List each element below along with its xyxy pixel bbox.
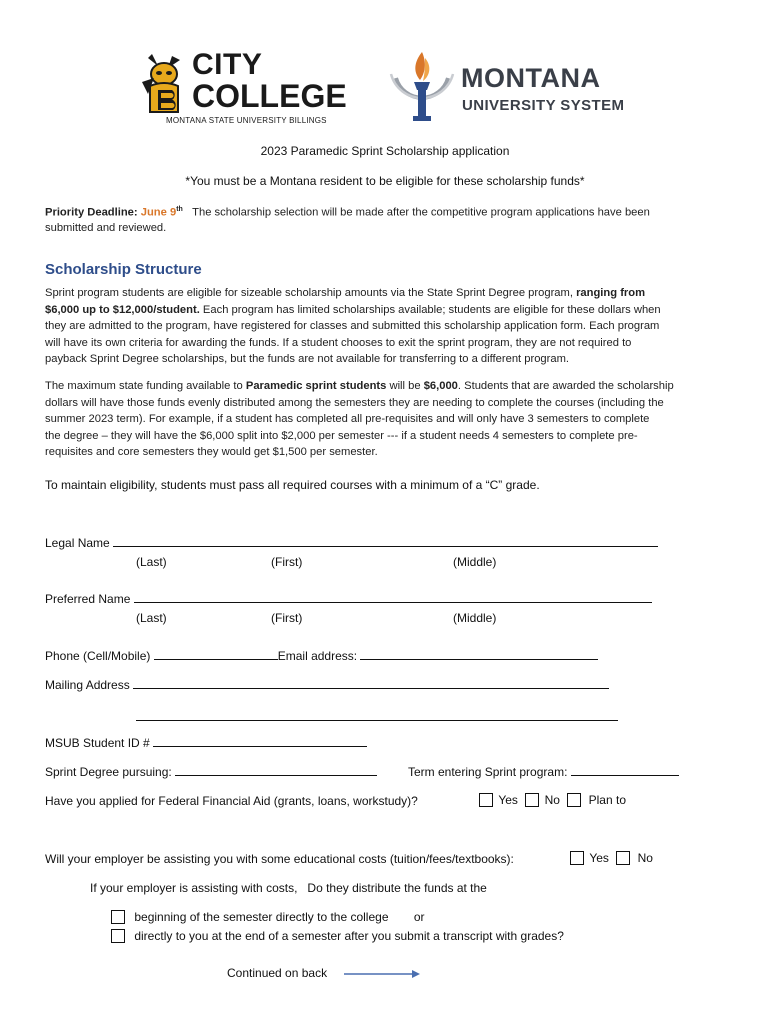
paragraph-line: dollars will have those funds evenly distributed among the semesters they are needing to complete the courses (including the: [45, 396, 664, 409]
eligibility-text: To maintain eligibility, students must pass all required courses with a minimum of a “C” grade.: [45, 478, 540, 492]
legal-name-field[interactable]: [113, 536, 658, 547]
term-field[interactable]: [571, 765, 679, 776]
preferred-name-label: Preferred Name: [45, 592, 131, 606]
deadline-date-suffix: th: [176, 206, 183, 213]
sprint-degree-field[interactable]: [175, 765, 377, 776]
sprint-degree-row: [45, 765, 377, 779]
deadline-text: The scholarship selection will be made after the competitive program applications have been: [192, 206, 650, 219]
distribution-option-1: [111, 910, 425, 924]
paragraph-line: The maximum state funding available to Paramedic sprint students will be $6,000. Students that are awarded the scholarship: [45, 380, 674, 392]
phone-field[interactable]: [154, 649, 278, 660]
fafsa-yes-label: Yes: [498, 793, 518, 807]
paragraph-line: Sprint program students are eligible for sizeable scholarship amounts via the State Sprint Degree program, ranging from: [45, 287, 646, 299]
fafsa-no-label: No: [544, 793, 560, 807]
deadline-label: Priority Deadline:: [45, 206, 138, 219]
legal-name-row: [45, 536, 658, 550]
logo-text-city: CITY: [192, 48, 263, 81]
structure-paragraph-2: [45, 378, 735, 461]
city-college-logo: [138, 48, 370, 128]
legal-name-last-caption: (Last): [136, 555, 167, 569]
email-label: Email address:: [277, 649, 358, 663]
logo-text-university-system: UNIVERSITY SYSTEM: [462, 97, 625, 114]
montana-university-system-logo: [387, 48, 637, 132]
fafsa-no-checkbox[interactable]: [525, 793, 539, 807]
preferred-name-last-caption: (Last): [136, 611, 167, 625]
paragraph-line: they are admitted to the program, have registered for classes and submitted this scholarship application form. Each program: [45, 320, 660, 333]
logo-text-college: COLLEGE: [192, 78, 347, 114]
legal-name-first-caption: (First): [271, 555, 303, 569]
paragraph-line: $6,000 up to $12,000/student. Each program has limited scholarships available; students are eligible for these dollars when: [45, 303, 661, 316]
logo-text-montana: MONTANA: [461, 63, 601, 93]
paragraph-line: requisites and core semesters they would get $1,500 per semester.: [45, 446, 378, 459]
option-student-label: directly to you at the end of a semester after you submit a transcript with grades?: [134, 929, 564, 943]
section-heading: Scholarship Structure: [45, 261, 202, 278]
deadline-date: June 9: [140, 206, 177, 219]
employer-yes-label: Yes: [589, 851, 609, 865]
mailing-address-field[interactable]: [133, 678, 609, 689]
structure-paragraph-1: [45, 285, 735, 368]
fafsa-question: Have you applied for Federal Financial Aid (grants, loans, workstudy)?: [45, 794, 418, 808]
term-label: Term entering Sprint program:: [408, 765, 568, 779]
fafsa-yes-checkbox[interactable]: [479, 793, 493, 807]
employer-yes-checkbox[interactable]: [570, 851, 584, 865]
mailing-address-field-2[interactable]: [136, 710, 618, 721]
student-id-label: MSUB Student ID #: [45, 736, 150, 750]
fafsa-plan-to-label: Plan to: [588, 793, 626, 807]
fafsa-plan-to-checkbox[interactable]: [567, 793, 581, 807]
arrow-right-icon: [344, 969, 422, 979]
torch-icon: [387, 48, 457, 130]
paragraph-line: payback Sprint Degree scholarships, but the funds are not available for transferring to a different program.: [45, 353, 570, 366]
email-field[interactable]: [360, 649, 598, 660]
yellowjacket-mascot-icon: [138, 52, 194, 116]
preferred-name-first-caption: (First): [271, 611, 303, 625]
paragraph-line: the degree – they will have the $6,000 split into $2,000 per semester --- if a student needs 4 semesters to complete pre-: [45, 429, 638, 442]
option-college-label: beginning of the semester directly to the college: [134, 910, 389, 924]
logo-subtext: MONTANA STATE UNIVERSITY BILLINGS: [166, 116, 327, 125]
term-row: [408, 765, 679, 779]
option-student-checkbox[interactable]: [111, 929, 125, 943]
option-college-checkbox[interactable]: [111, 910, 125, 924]
employer-options: [570, 851, 653, 865]
continued-on-back: Continued on back: [227, 966, 328, 980]
or-text: or: [413, 910, 425, 924]
employer-no-checkbox[interactable]: [616, 851, 630, 865]
sprint-degree-label: Sprint Degree pursuing:: [45, 765, 172, 779]
employer-question: Will your employer be assisting you with some educational costs (tuition/fees/textbooks):: [45, 852, 514, 866]
page-title: 2023 Paramedic Sprint Scholarship application: [260, 144, 510, 158]
preferred-name-field[interactable]: [134, 592, 652, 603]
residency-notice: *You must be a Montana resident to be eligible for these scholarship funds*: [185, 174, 585, 188]
priority-deadline: [45, 202, 650, 221]
paragraph-line: summer 2023 term). For example, if a student has completed all pre-requisites and will only have 3 semesters to complete: [45, 413, 650, 426]
legal-name-middle-caption: (Middle): [453, 555, 497, 569]
paragraph-line: will have its own criteria for awarding the funds. If a student chooses to exit the sprint program, they are not required to: [45, 336, 632, 349]
employer-followup: If your employer is assisting with costs, Do they distribute the funds at the: [90, 881, 487, 895]
distribution-option-2: [111, 929, 564, 943]
legal-name-label: Legal Name: [45, 536, 110, 550]
student-id-field[interactable]: [153, 736, 367, 747]
deadline-text-cont: submitted and reviewed.: [45, 222, 167, 234]
employer-no-label: No: [637, 851, 653, 865]
preferred-name-middle-caption: (Middle): [453, 611, 497, 625]
phone-label: Phone (Cell/Mobile): [45, 649, 151, 663]
student-id-row: [45, 736, 367, 750]
fafsa-options: [479, 793, 626, 807]
mailing-address-label: Mailing Address: [45, 678, 130, 692]
phone-email-row: [45, 649, 598, 663]
mailing-address-row: [45, 678, 609, 692]
preferred-name-row: [45, 592, 652, 606]
